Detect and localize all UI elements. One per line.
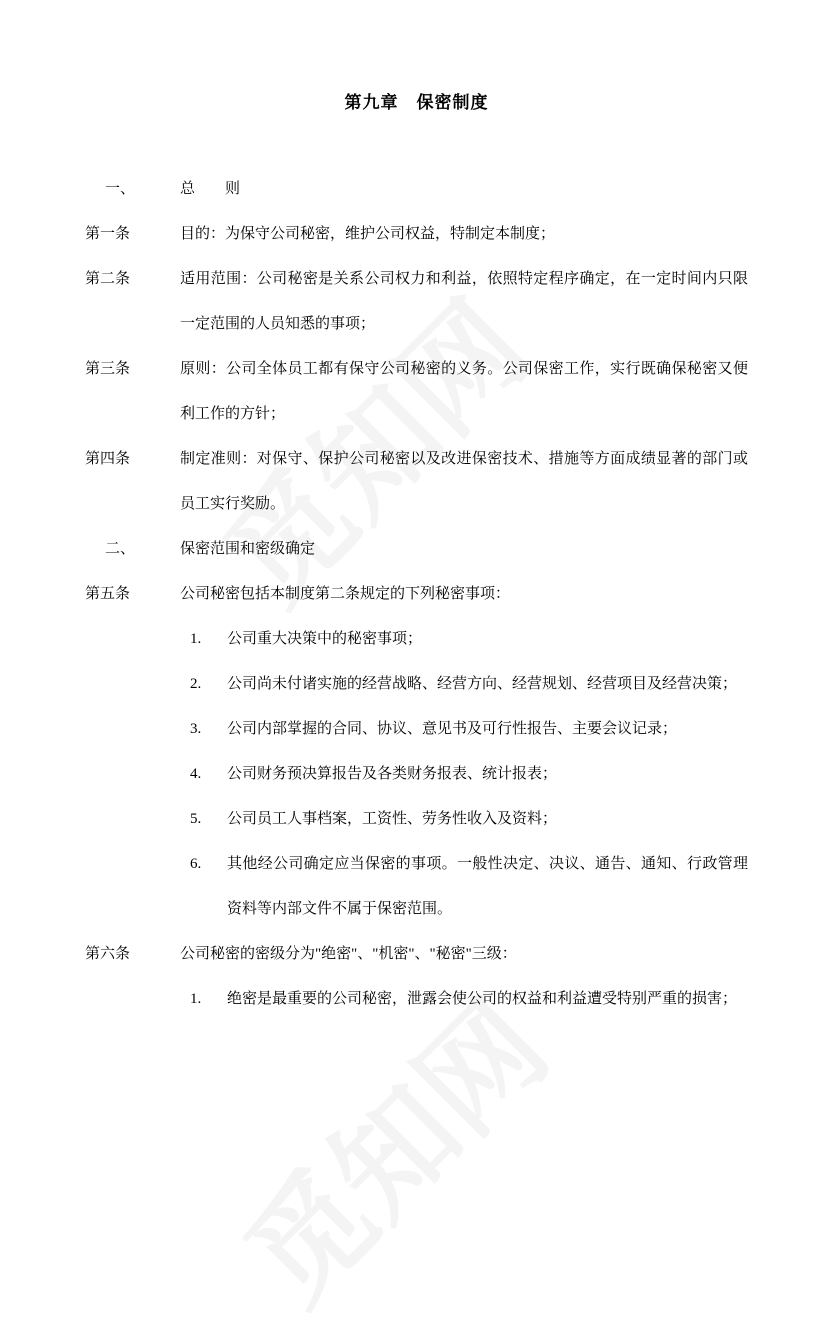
article-label: 第二条: [85, 271, 131, 287]
article-text: 公司秘密包括本制度第二条规定的下列秘密事项：: [180, 586, 511, 602]
section-title: 保密范围和密级确定: [180, 541, 316, 557]
article-row-1: [85, 212, 748, 257]
list-item-number: 1.: [190, 631, 202, 647]
list-item-1: [190, 617, 748, 662]
article-row-6: [85, 932, 748, 977]
list-item-text: 公司尚未付诸实施的经营战略、经营方向、经营规划、经营项目及经营决策；: [227, 676, 738, 692]
article-row-4: [85, 437, 748, 527]
list-item-3: [190, 707, 748, 752]
page-title: 第九章 保密制度: [344, 93, 489, 112]
article-row-2: [85, 257, 748, 347]
section-heading-2: [85, 527, 748, 572]
list-item-7: [190, 977, 748, 1022]
list-item-6: [190, 842, 748, 932]
list-item-4: [190, 752, 748, 797]
list-item-text: 其他经公司确定应当保密的事项。一般性决定、决议、通告、通知、行政管理资料等内部文件不属于保密范围。: [227, 856, 748, 917]
list-item-number: 5.: [190, 811, 202, 827]
article-row-5: [85, 572, 748, 617]
list-item-number: 2.: [190, 676, 202, 692]
article-text: 制定准则：对保守、保护公司秘密以及改进保密技术、措施等方面成绩显著的部门或员工实行奖励。: [180, 451, 748, 512]
list-item-text: 公司内部掌握的合同、协议、意见书及可行性报告、主要会议记录；: [227, 721, 678, 737]
article-row-3: [85, 347, 748, 437]
section-number: 二、: [105, 541, 136, 557]
list-item-number: 6.: [190, 856, 202, 872]
list-item-text: 公司员工人事档案，工资性、劳务性收入及资料；: [227, 811, 558, 827]
list-item-text: 公司重大决策中的秘密事项；: [227, 631, 423, 647]
list-item-5: [190, 797, 748, 842]
article-text: 公司秘密的密级分为"绝密"、"机密"、"秘密"三级：: [180, 946, 517, 962]
list-item-number: 1.: [190, 991, 202, 1007]
list-item-text: 绝密是最重要的公司秘密，泄露会使公司的权益和利益遭受特别严重的损害；: [227, 991, 738, 1007]
article-label: 第一条: [85, 226, 131, 242]
section-number: 一、: [105, 181, 136, 197]
section-title: 总 则: [180, 181, 241, 197]
section-heading-1: [85, 167, 748, 212]
list-item-2: [190, 662, 748, 707]
article-label: 第五条: [85, 586, 131, 602]
article-text: 原则：公司全体员工都有保守公司秘密的义务。公司保密工作，实行既确保秘密又便利工作的方针；: [180, 361, 748, 422]
article-text: 适用范围：公司秘密是关系公司权力和利益，依照特定程序确定，在一定时间内只限一定范围的人员知悉的事项；: [180, 271, 748, 332]
list-item-text: 公司财务预决算报告及各类财务报表、统计报表；: [227, 766, 558, 782]
article-label: 第三条: [85, 361, 131, 377]
article-label: 第六条: [85, 946, 131, 962]
list-item-number: 4.: [190, 766, 202, 782]
article-text: 目的：为保守公司秘密，维护公司权益，特制定本制度；: [180, 226, 556, 242]
article-label: 第四条: [85, 451, 131, 467]
list-item-number: 3.: [190, 721, 202, 737]
